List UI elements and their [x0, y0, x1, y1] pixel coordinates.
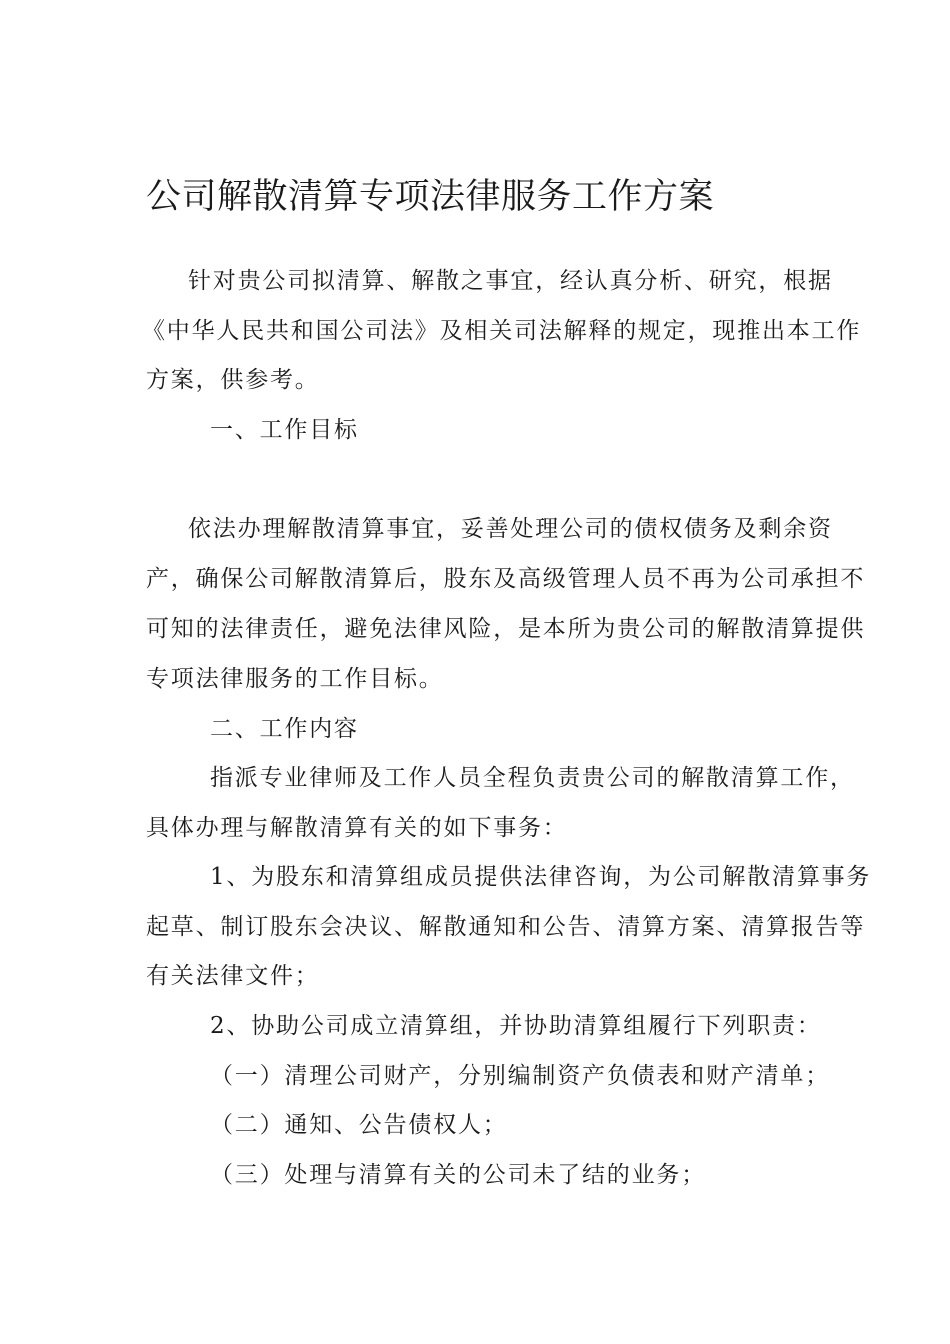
intro-line-3: 方案，供参考。 — [146, 367, 320, 393]
item-1-line-2: 起草、制订股东会决议、解散通知和公告、清算方案、清算报告等 — [146, 914, 866, 940]
section-2-para-1-line-2: 具体办理与解散清算有关的如下事务： — [146, 815, 568, 841]
section-1-line-1: 依法办理解散清算事宜，妥善处理公司的债权债务及剩余资 — [188, 516, 833, 542]
sub-item-1: （一）清理公司财产，分别编制资产负债表和财产清单； — [210, 1063, 830, 1089]
section-2-heading: 二、工作内容 — [210, 716, 359, 742]
sub-item-3: （三）处理与清算有关的公司未了结的业务； — [210, 1162, 706, 1188]
item-2-line: 2、协助公司成立清算组，并协助清算组履行下列职责： — [210, 1013, 822, 1039]
item-1-line-1: 1、为股东和清算组成员提供法律咨询，为公司解散清算事务 — [210, 864, 872, 890]
item-1-line-3: 有关法律文件； — [146, 963, 320, 989]
document-title: 公司解散清算专项法律服务工作方案 — [146, 177, 715, 217]
section-1-line-2: 产，确保公司解散清算后，股东及高级管理人员不再为公司承担不 — [146, 566, 866, 592]
sub-item-2: （二）通知、公告债权人； — [210, 1112, 508, 1138]
section-1-line-3: 可知的法律责任，避免法律风险，是本所为贵公司的解散清算提供 — [146, 616, 866, 642]
intro-line-1: 针对贵公司拟清算、解散之事宜，经认真分析、研究，根据 — [188, 268, 833, 294]
section-1-heading: 一、工作目标 — [210, 417, 359, 443]
section-1-line-4: 专项法律服务的工作目标。 — [146, 666, 444, 692]
intro-line-2: 《中华人民共和国公司法》及相关司法解释的规定，现推出本工作 — [142, 318, 862, 344]
section-2-para-1-line-1: 指派专业律师及工作人员全程负责贵公司的解散清算工作， — [210, 765, 855, 791]
